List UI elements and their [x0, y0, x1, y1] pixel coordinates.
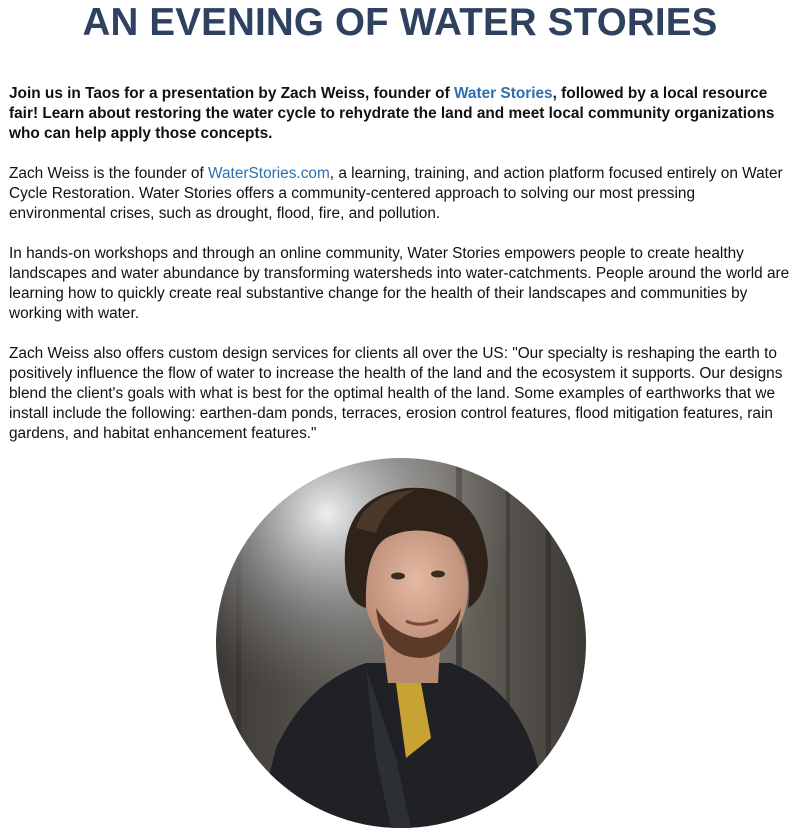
intro-paragraph — [9, 84, 795, 144]
bio-text-end: , a learning, training, and action platform focused entirely on Water Cycle Restoration. Water Stories offers a community-centered approach to solving our most pressing environmental crises, such as drought, flood, fire, and pollution. — [9, 165, 783, 222]
bio-text-start: Zach Weiss is the founder of — [9, 165, 209, 182]
water-stories-link[interactable]: Water Stories — [453, 85, 553, 102]
intro-text-start: Join us in Taos for a presentation by Zach Weiss, founder of — [9, 85, 454, 102]
article-body — [9, 84, 795, 464]
services-paragraph: Zach Weiss also offers custom design services for clients all over the US: "Our specialty is reshaping the earth to positively influence the flow of water to increase the health of the land and the ecosystem it supports. Our designs blend the client's goals with what is best for the optimal health of the land. Some examples of earthworks that we install include the following: earthen-dam ponds, terraces, erosion control features, flood mitigation features, rain gardens, and habitat enhancement features." — [9, 345, 783, 442]
portrait-photo — [216, 458, 586, 828]
waterstories-website-link[interactable]: WaterStories.com — [208, 165, 330, 182]
bio-paragraph — [9, 164, 795, 224]
intro-text-end: , followed by a local resource fair! Learn about restoring the water cycle to rehydrate the land and meet local community organizations who can help apply those concepts. — [9, 85, 775, 142]
page-title: AN EVENING OF WATER STORIES — [82, 1, 718, 44]
workshops-paragraph: In hands-on workshops and through an online community, Water Stories empowers people to create healthy landscapes and water abundance by transforming watersheds into water-catchments. People around the world are learning how to quickly create real substantive change for the health of their landscapes and communities by working with water. — [9, 245, 790, 322]
